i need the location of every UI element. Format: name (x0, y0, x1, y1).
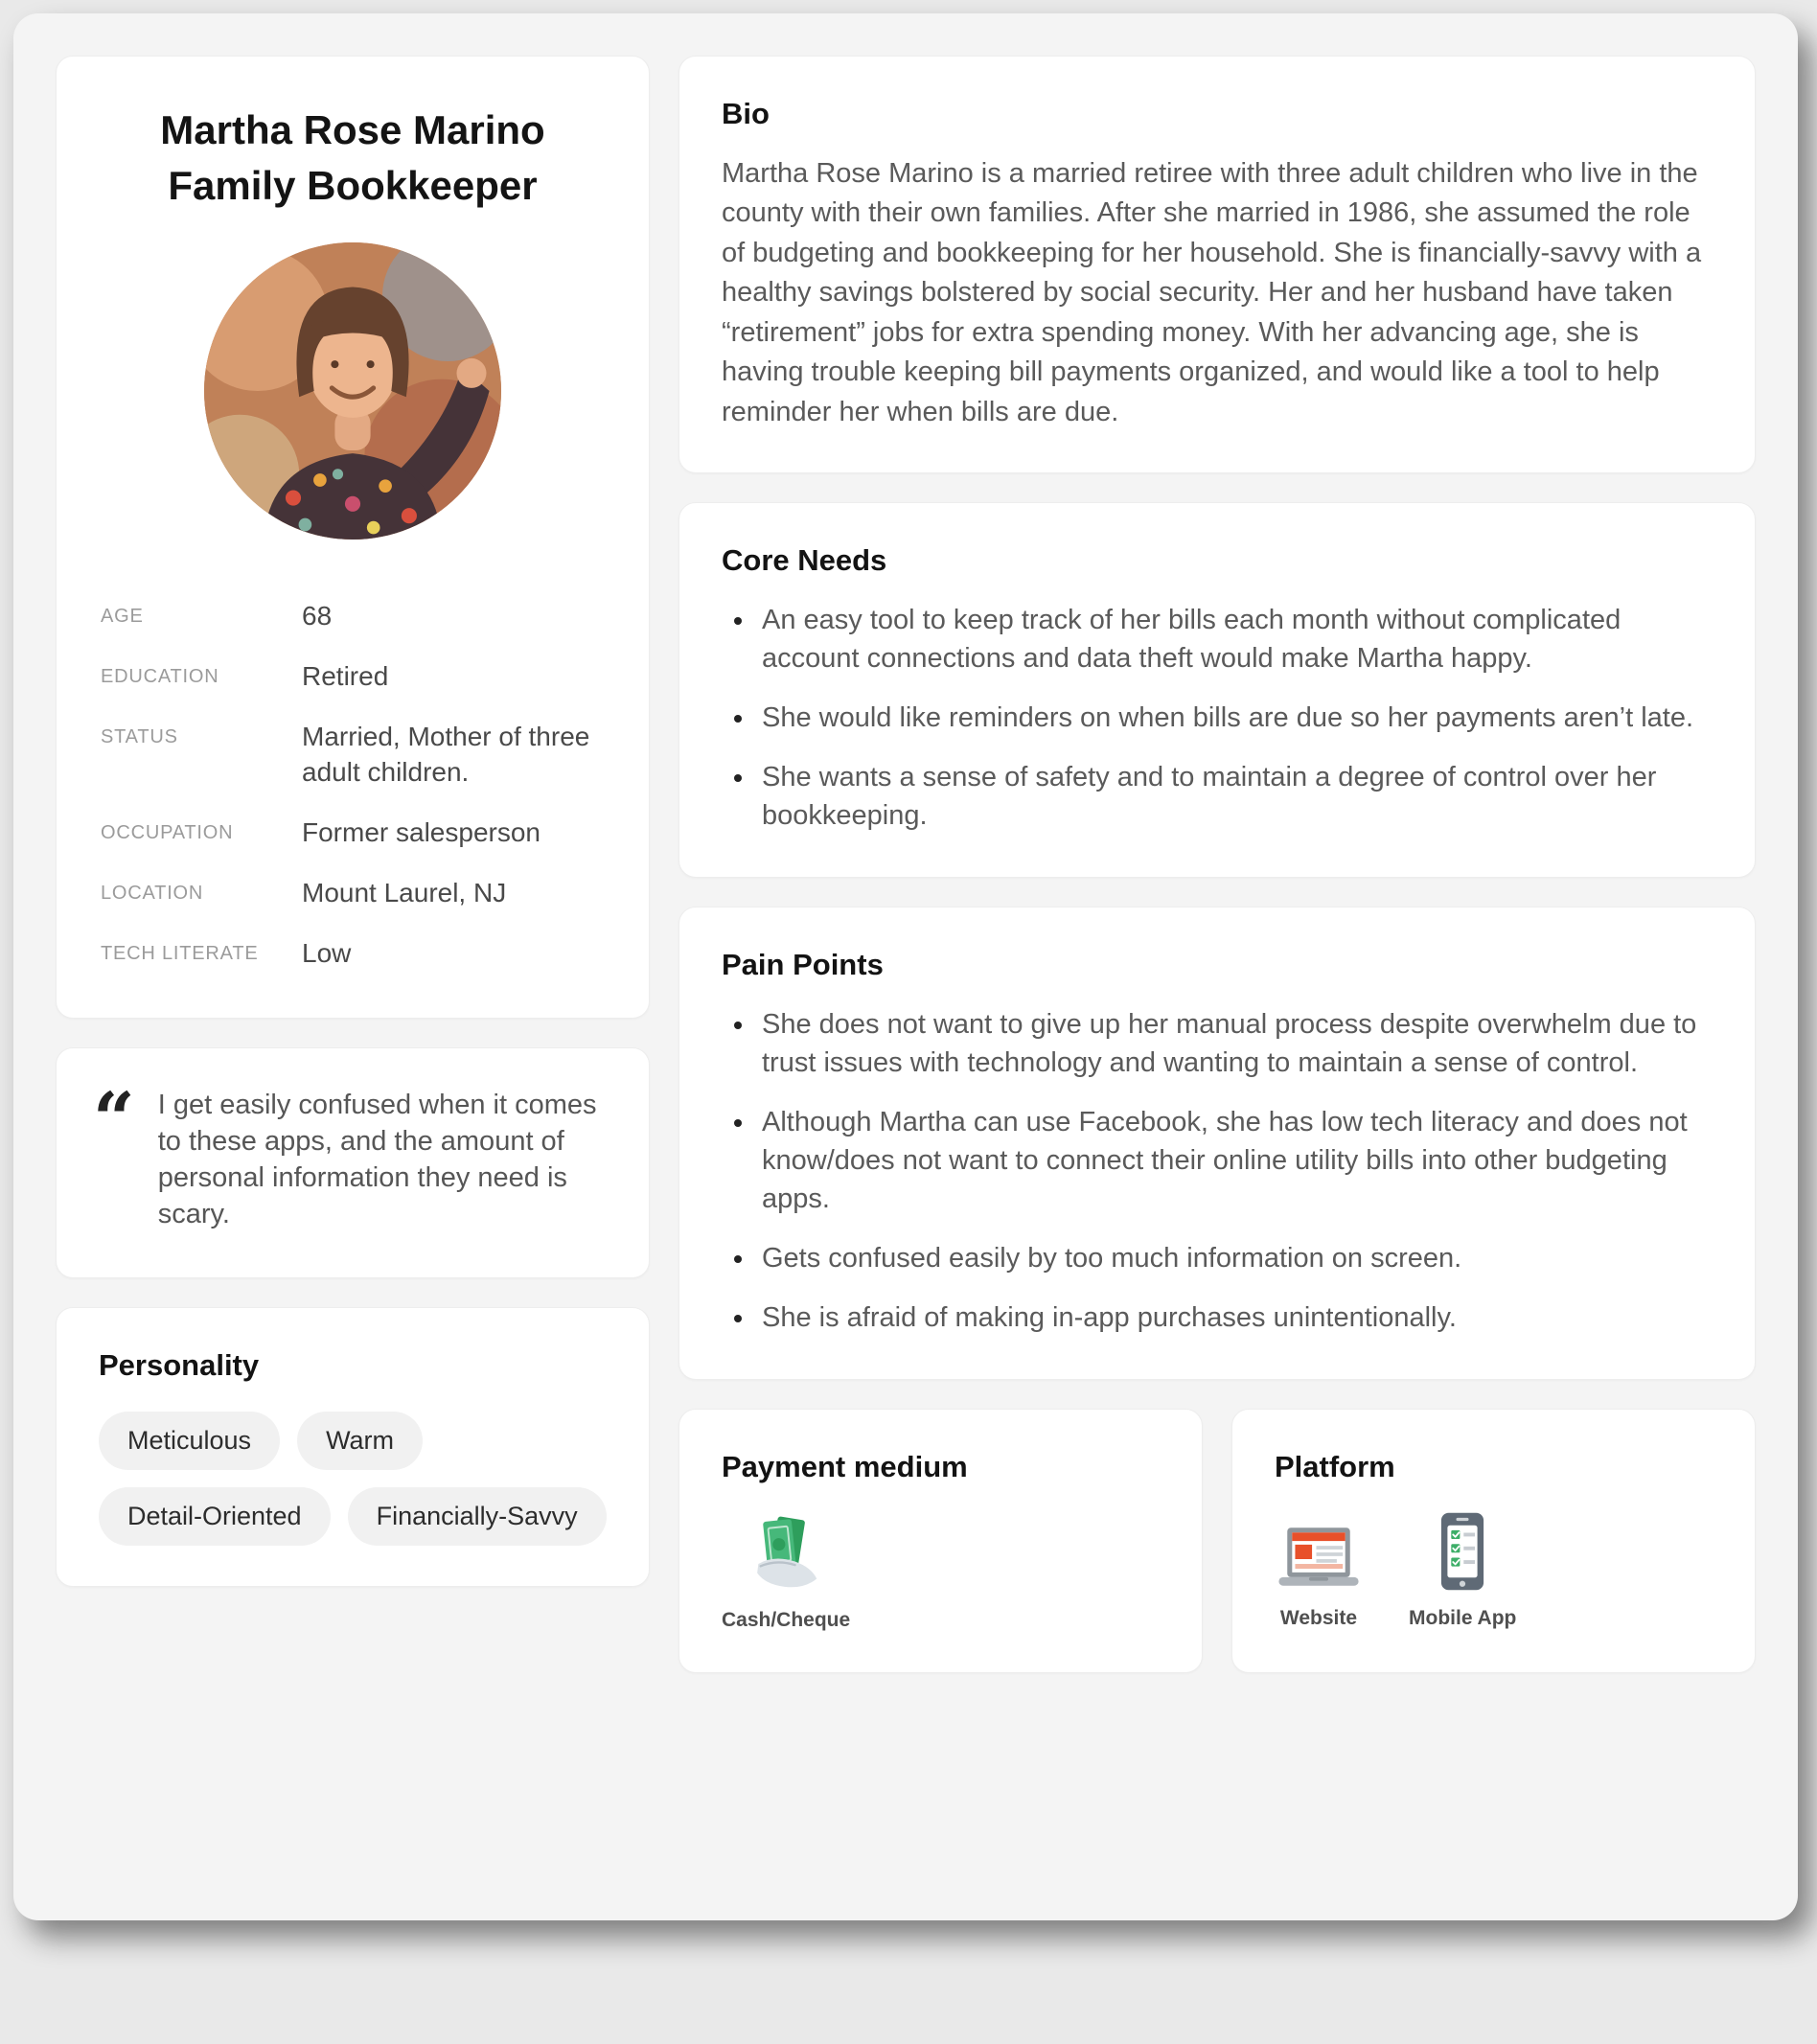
personality-tag: Financially-Savvy (348, 1487, 607, 1546)
attribute-label: TECH LITERATE (101, 942, 259, 964)
core-needs-list (722, 601, 1713, 835)
core-needs-title: Core Needs (722, 543, 887, 578)
attribute-row (101, 659, 605, 695)
core-need-item: • An easy tool to keep track of her bills each month without complicated account connections and data theft would make Martha happy. (756, 601, 1713, 678)
platform-item-label: Website (1279, 1607, 1358, 1630)
bio-panel (678, 56, 1756, 473)
avatar-illustration (204, 242, 501, 540)
attribute-row (101, 815, 605, 851)
pain-points-panel (678, 907, 1756, 1380)
core-need-item: • She would like reminders on when bills are due so her payments aren’t late. (756, 699, 1713, 737)
profile-panel (56, 56, 650, 1019)
pain-points-list (722, 1005, 1713, 1337)
persona-card (13, 13, 1798, 1920)
attribute-label: OCCUPATION (101, 821, 234, 843)
personality-tag: Meticulous (99, 1412, 280, 1470)
attribute-row (101, 599, 605, 634)
attribute-value: Married, Mother of three adult children. (302, 721, 590, 787)
pain-point-item: • She is afraid of making in-app purchases unintentionally. (756, 1298, 1713, 1337)
persona-name (99, 97, 607, 214)
platform-items (1275, 1511, 1713, 1630)
platform-title: Platform (1275, 1450, 1395, 1484)
platform-item-label: Mobile App (1409, 1607, 1517, 1630)
payment-item-cash (722, 1511, 850, 1632)
bio-text: Martha Rose Marino is a married retiree with three adult children who live in the county with their own families. After she married in 1986, she assumed the role of budgeting and bookkeeping for her household. She is financially-savvy with a healthy savings bolstered by social security. Her and her husband have taken “retirement” jobs for extra spending money. With her advancing age, she is having trouble keeping bill payments organized, and would like a tool to help reminder her when bills are due. (722, 158, 1702, 427)
payment-item-label: Cash/Cheque (722, 1609, 851, 1632)
platform-item-mobile (1409, 1511, 1516, 1630)
attribute-label: AGE (101, 605, 144, 627)
bio-title: Bio (722, 97, 770, 130)
attribute-label: STATUS (101, 725, 178, 747)
attribute-value: 68 (302, 600, 333, 631)
quote-icon: “ (93, 1075, 135, 1161)
attribute-value: Former salesperson (302, 816, 540, 847)
bottom-row (678, 1409, 1756, 1673)
payment-medium-items (722, 1511, 1160, 1632)
attribute-label: EDUCATION (101, 665, 219, 687)
attribute-label: LOCATION (101, 882, 204, 904)
core-need-item: • She wants a sense of safety and to maintain a degree of control over her bookkeeping. (756, 758, 1713, 835)
personality-tag: Warm (297, 1412, 423, 1470)
attribute-row (101, 876, 605, 911)
pain-points-title: Pain Points (722, 948, 884, 982)
attribute-value: Retired (302, 660, 389, 691)
pain-point-item: • Gets confused easily by too much information on screen. (756, 1239, 1713, 1277)
attribute-value: Low (302, 937, 352, 968)
attributes-list (99, 599, 607, 972)
website-icon (1275, 1527, 1363, 1592)
cash-cheque-icon (745, 1511, 827, 1594)
platform-panel (1231, 1409, 1756, 1673)
personality-tag: Detail-Oriented (99, 1487, 331, 1546)
quote-text: I get easily confused when it comes to these apps, and the amount of personal information they need is scary. (157, 1089, 597, 1230)
personality-title: Personality (99, 1347, 260, 1382)
pain-point-item: • Although Martha can use Facebook, she has low tech literacy and does not know/does not want to connect their online utility bills into other budgeting apps. (756, 1103, 1713, 1218)
personality-tags (99, 1412, 607, 1546)
personality-panel (56, 1307, 650, 1587)
attribute-value: Mount Laurel, NJ (302, 877, 507, 907)
persona-role: Family Bookkeeper (168, 162, 538, 208)
core-needs-panel (678, 502, 1756, 878)
payment-medium-panel (678, 1409, 1203, 1673)
profile-photo (204, 242, 501, 540)
platform-item-website (1275, 1527, 1363, 1630)
persona-name-line1: Martha Rose Marino (160, 107, 545, 152)
pain-point-item: • She does not want to give up her manual process despite overwhelm due to trust issues with technology and wanting to maintain a sense of control. (756, 1005, 1713, 1082)
left-column (56, 56, 650, 1587)
mobile-app-icon (1438, 1511, 1487, 1592)
attribute-row (101, 936, 605, 972)
payment-medium-title: Payment medium (722, 1450, 968, 1484)
right-column (678, 56, 1756, 1673)
quote-panel (56, 1047, 650, 1278)
persona-layout (56, 56, 1756, 1673)
attribute-row (101, 720, 605, 791)
